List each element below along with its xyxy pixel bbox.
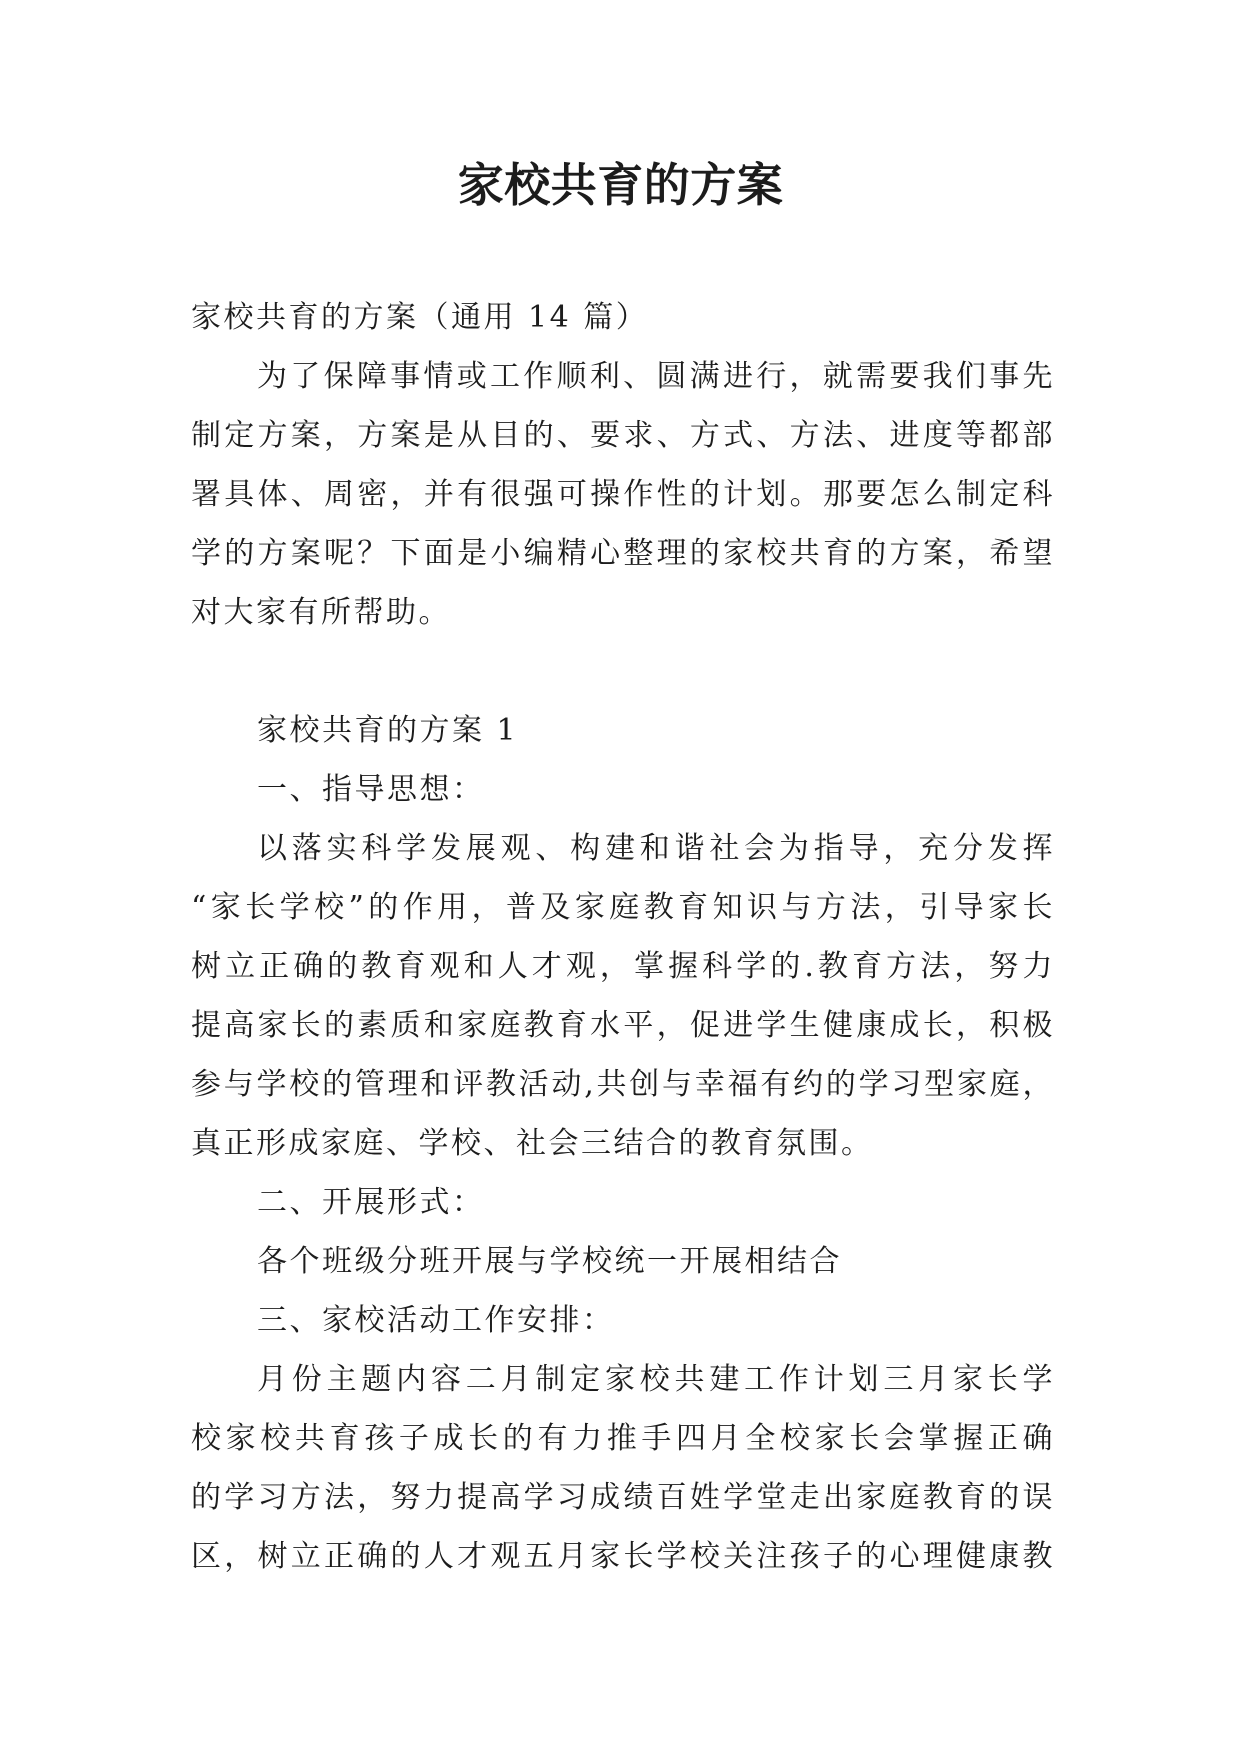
- intro-line: 署具体、周密，并有很强可操作性的计划。那要怎么制定科: [191, 477, 1055, 512]
- intro-line: 制定方案，方案是从目的、要求、方式、方法、进度等都部: [191, 418, 1055, 453]
- guiding-ideas-paragraph: [191, 819, 1055, 1173]
- intro-line: 学的方案呢？下面是小编精心整理的家校共育的方案，希望: [191, 536, 1055, 571]
- paragraph-line: 真正形成家庭、学校、社会三结合的教育氛围。: [191, 1126, 874, 1161]
- paragraph-line: 的学习方法，努力提高学习成绩百姓学堂走出家庭教育的误: [191, 1480, 1055, 1515]
- schedule-paragraph: [191, 1350, 1055, 1586]
- document-body: [191, 288, 1055, 1586]
- paragraph-line: “家长学校”的作用，普及家庭教育知识与方法，引导家长: [191, 890, 1055, 925]
- section-heading: 家校共育的方案 1: [257, 713, 519, 748]
- paragraph-line: 月份主题内容二月制定家校共建工作计划三月家长学: [257, 1362, 1055, 1397]
- paragraph-line: 提高家长的素质和家庭教育水平，促进学生健康成长，积极: [191, 1008, 1055, 1043]
- guiding-ideas-heading: 一、指导思想：: [257, 772, 485, 807]
- paragraph-spacer: [191, 642, 1055, 701]
- paragraph-line: 参与学校的管理和评教活动,共创与幸福有约的学习型家庭，: [191, 1067, 1055, 1102]
- intro-line: 对大家有所帮助。: [191, 595, 451, 630]
- paragraph-line: 区，树立正确的人才观五月家长学校关注孩子的心理健康教: [191, 1539, 1055, 1574]
- schedule-heading: 三、家校活动工作安排：: [257, 1303, 615, 1338]
- paragraph-line: 校家校共育孩子成长的有力推手四月全校家长会掌握正确: [191, 1421, 1055, 1456]
- format-heading: 二、开展形式：: [257, 1185, 485, 1220]
- document-subtitle: 家校共育的方案（通用 14 篇）: [191, 300, 649, 335]
- document-title: 家校共育的方案: [457, 158, 784, 212]
- format-paragraph: 各个班级分班开展与学校统一开展相结合: [257, 1244, 842, 1279]
- intro-paragraph: [191, 347, 1055, 642]
- intro-line: 为了保障事情或工作顺利、圆满进行，就需要我们事先: [257, 359, 1055, 394]
- paragraph-line: 以落实科学发展观、构建和谐社会为指导，充分发挥: [257, 831, 1055, 866]
- paragraph-line: 树立正确的教育观和人才观，掌握科学的.教育方法，努力: [191, 949, 1055, 984]
